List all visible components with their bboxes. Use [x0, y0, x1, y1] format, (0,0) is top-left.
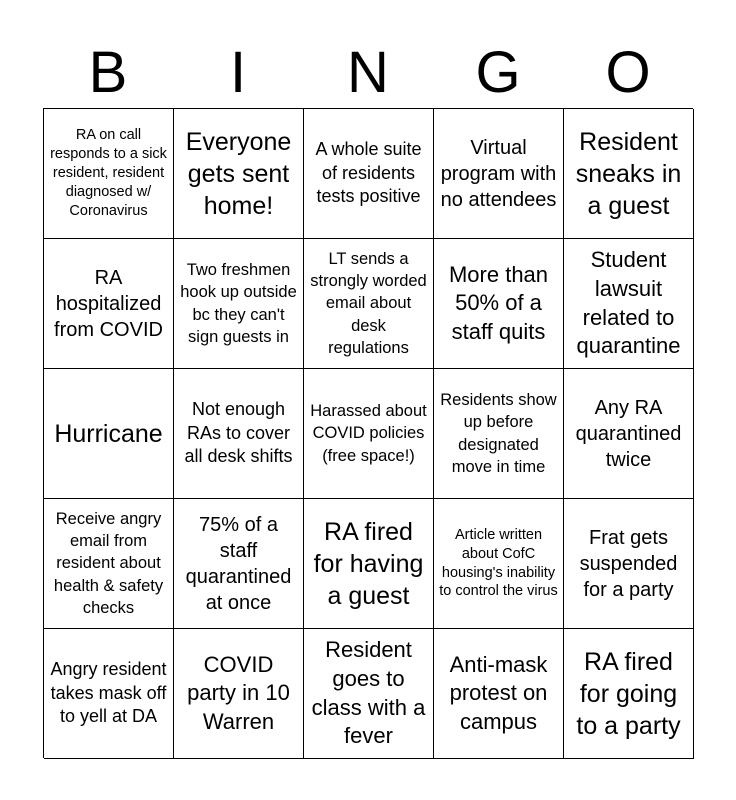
cell-text: Virtual program with no attendees	[440, 136, 557, 211]
bingo-header	[43, 38, 693, 108]
cell-text: Receive angry email from resident about health & safety checks	[53, 509, 164, 617]
cell-text: LT sends a strongly worded email about desk regulations	[310, 249, 427, 357]
bingo-cell-o4[interactable]	[564, 499, 694, 629]
cell-text: 75% of a staff quarantined at once	[185, 513, 292, 614]
bingo-cell-o5[interactable]	[564, 629, 694, 759]
bingo-cell-n4[interactable]	[304, 499, 434, 629]
bingo-cell-n3[interactable]	[304, 369, 434, 499]
cell-text: Residents show up before designated move in time	[440, 390, 557, 476]
bingo-cell-b4[interactable]	[44, 499, 174, 629]
cell-text: RA fired for going to a party	[576, 647, 681, 740]
header-letter-g: G	[475, 40, 521, 105]
bingo-cell-n2[interactable]	[304, 239, 434, 369]
cell-text: Anti-mask protest on campus	[449, 651, 548, 734]
bingo-cell-o2[interactable]	[564, 239, 694, 369]
cell-text: More than 50% of a staff quits	[448, 261, 549, 344]
bingo-cell-b2[interactable]	[44, 239, 174, 369]
bingo-cell-g4[interactable]	[434, 499, 564, 629]
cell-text: Hurricane	[54, 419, 163, 448]
bingo-cell-g1[interactable]	[434, 109, 564, 239]
bingo-cell-i1[interactable]	[174, 109, 304, 239]
cell-text: Two freshmen hook up outside bc they can't sign guests in	[180, 260, 297, 346]
cell-text: Everyone gets sent home!	[185, 127, 292, 220]
header-letter-n: N	[347, 40, 389, 105]
cell-text: RA fired for having a guest	[313, 517, 424, 610]
cell-text: RA hospitalized from COVID	[54, 266, 163, 341]
bingo-cell-g2[interactable]	[434, 239, 564, 369]
header-letter-o: O	[605, 40, 651, 105]
cell-text: Resident goes to class with a fever	[311, 637, 426, 749]
cell-text: Angry resident takes mask off to yell at DA	[50, 658, 167, 727]
bingo-cell-o3[interactable]	[564, 369, 694, 499]
cell-text: Any RA quarantined twice	[575, 396, 682, 471]
cell-text: Not enough RAs to cover all desk shifts	[184, 398, 293, 467]
cell-text: Resident sneaks in a guest	[575, 127, 682, 220]
bingo-cell-o1[interactable]	[564, 109, 694, 239]
cell-text: Frat gets suspended for a party	[579, 526, 678, 601]
cell-text: RA on call responds to a sick resident, resident diagnosed w/ Coronavirus	[50, 127, 167, 219]
header-letter-i: I	[229, 40, 247, 105]
bingo-cell-b3[interactable]	[44, 369, 174, 499]
bingo-cell-g3[interactable]	[434, 369, 564, 499]
cell-text: Student lawsuit related to quarantine	[576, 247, 681, 359]
cell-text: Article written about CofC housing's inability to control the virus	[439, 526, 558, 600]
bingo-cell-b5[interactable]	[44, 629, 174, 759]
cell-text: Harassed about COVID policies (free space!)	[310, 402, 427, 465]
bingo-cell-i5[interactable]	[174, 629, 304, 759]
bingo-cell-n5[interactable]	[304, 629, 434, 759]
header-letter-b: B	[88, 40, 128, 105]
cell-text: COVID party in 10 Warren	[187, 651, 290, 734]
bingo-cell-i3[interactable]	[174, 369, 304, 499]
bingo-cell-g5[interactable]	[434, 629, 564, 759]
cell-text: A whole suite of residents tests positive	[315, 138, 422, 207]
bingo-cell-n1[interactable]	[304, 109, 434, 239]
bingo-cell-i2[interactable]	[174, 239, 304, 369]
bingo-cell-i4[interactable]	[174, 499, 304, 629]
bingo-board	[43, 108, 693, 758]
bingo-cell-b1[interactable]	[44, 109, 174, 239]
